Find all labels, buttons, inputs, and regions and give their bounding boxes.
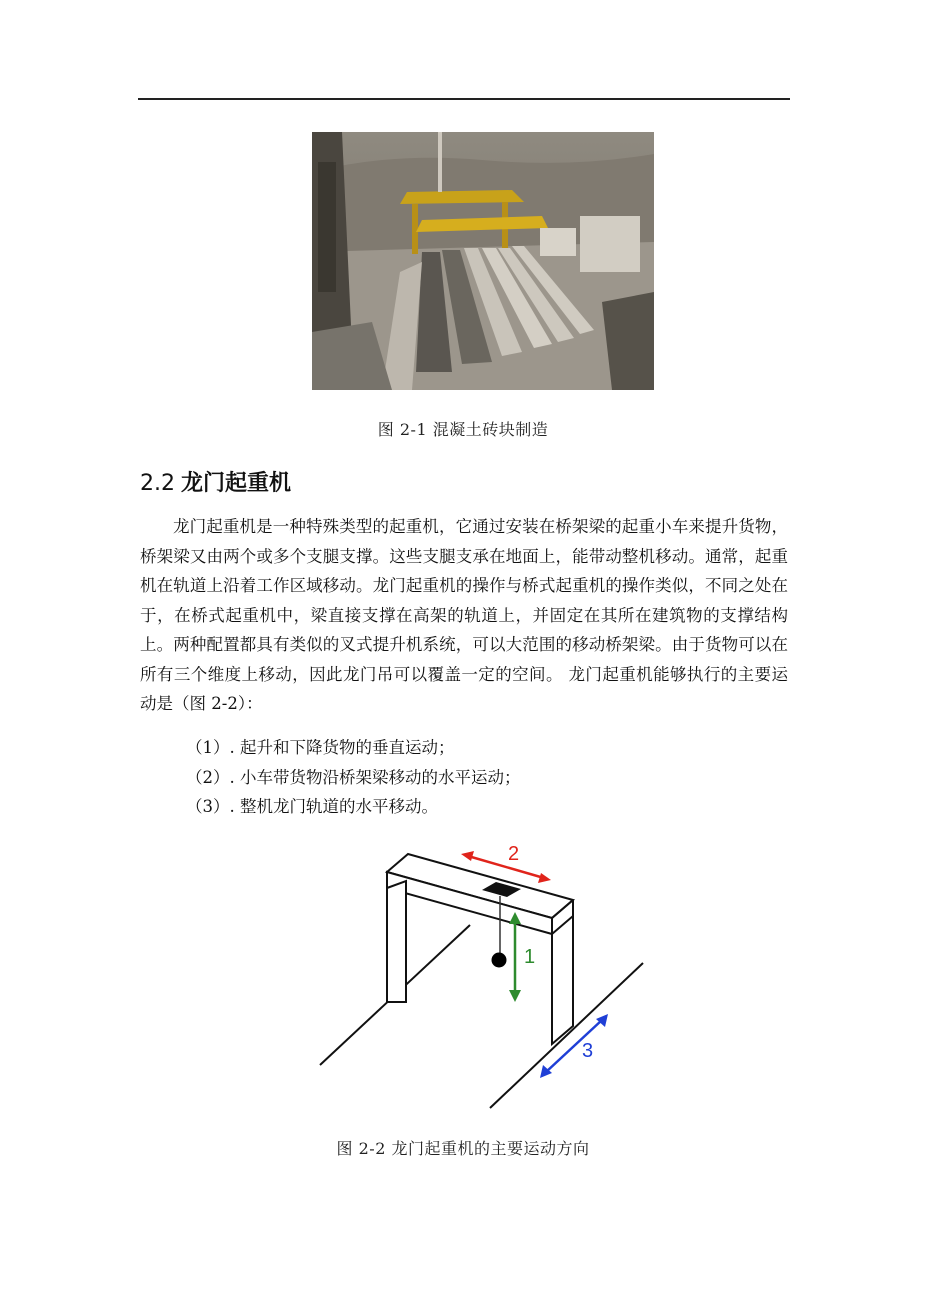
- list-item: （2）. 小车带货物沿桥架梁移动的水平运动；: [186, 767, 521, 787]
- motion-list: [186, 733, 521, 822]
- figure-1-caption: 图 2-1 混凝土砖块制造: [377, 420, 549, 439]
- section-heading: [140, 466, 291, 497]
- list-item: （1）. 起升和下降货物的垂直运动；: [186, 738, 455, 757]
- paragraph: 龙门起重机是一种特殊类型的起重机，它通过安装在桥架梁的起重小车来提升货物，桥架梁又由两个或多个支腿支撑。这些支腿支承在地面上，能带动整机移动。通常，起重机在轨道上沿着工作区域移动。龙门起重机的操作与桥式起重机的操作类似，不同之处在于，在桥式起重机中，梁直接支撑在高架的轨道上，并固定在其所在建筑物的支撑结构上。两种配置都具有类似的叉式提升机系统，可以大范围的移动桥架梁。由于货物可以在所有三个维度上移动，因此龙门吊可以覆盖一定的空间。 龙门起重机能够执行的主要运动是（图 2-2）：: [140, 517, 788, 713]
- label-1: 1: [524, 946, 536, 968]
- body-text: [140, 512, 788, 719]
- section-title: 龙门起重机: [181, 471, 292, 496]
- gantry-crane-diagram: [300, 830, 660, 1115]
- rails: [320, 925, 643, 1108]
- label-3: 3: [582, 1040, 594, 1062]
- load-ball: [492, 953, 507, 968]
- header-rule: [138, 98, 790, 100]
- concrete-block-factory-photo: [312, 132, 654, 390]
- figure-2-caption: 图 2-2 龙门起重机的主要运动方向: [336, 1139, 590, 1158]
- section-number: 2.2: [140, 471, 175, 496]
- label-2: 2: [508, 843, 520, 865]
- gantry-frame: [387, 854, 573, 1044]
- list-item: （3）. 整机龙门轨道的水平移动。: [186, 797, 438, 816]
